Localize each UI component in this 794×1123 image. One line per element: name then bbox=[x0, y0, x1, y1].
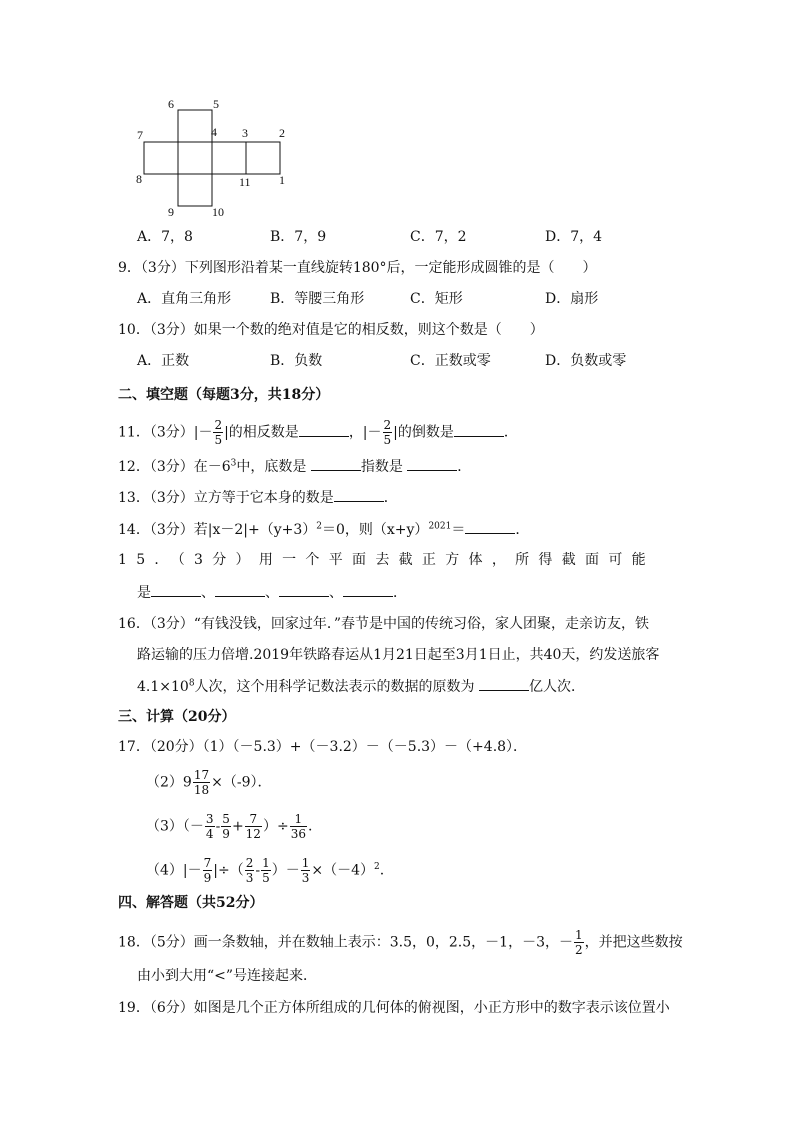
fraction-denominator: 5 bbox=[262, 871, 270, 885]
q17-fraction bbox=[301, 856, 311, 885]
q12-text: 指数是 bbox=[360, 459, 403, 475]
q18-text: 18．（5分）画一条数轴，并在数轴上表示：3.5，0，2.5，－1，－3，－ bbox=[118, 934, 573, 951]
q17-fraction bbox=[221, 812, 231, 841]
q12-text: 中，底数是 bbox=[236, 459, 307, 475]
q13 bbox=[118, 487, 398, 508]
q17-fraction bbox=[261, 856, 271, 885]
fraction-denominator: 12 bbox=[245, 827, 261, 841]
q17-text: . bbox=[307, 818, 313, 835]
q13-text: 13．（3分）立方等于它本身的数是 bbox=[118, 490, 334, 506]
fraction-denominator: 18 bbox=[193, 783, 210, 797]
q17-part1: 17．（20分）（1）（－5.3）+（－3.2）－（－5.3）－（+4.8）． bbox=[118, 739, 528, 755]
fraction-denominator: 3 bbox=[245, 871, 254, 885]
q18-text: ，并把这些数按 bbox=[584, 934, 683, 951]
net-label: 10 bbox=[212, 205, 224, 219]
q12-superscript: 3 bbox=[230, 458, 237, 469]
answer-blank[interactable] bbox=[299, 422, 349, 437]
q16-text: 4.1×10 bbox=[137, 679, 189, 695]
answer-blank[interactable] bbox=[465, 519, 515, 534]
answer-blank[interactable] bbox=[279, 582, 329, 597]
q17-text: ×（－4） bbox=[311, 862, 375, 879]
q15-text: 、 bbox=[329, 585, 343, 601]
fraction-numerator: 1 bbox=[290, 812, 307, 827]
q19-line1: 19．（6分）如图是几个正方体所组成的几何体的俯视图，小正方形中的数字表示该位置小 bbox=[118, 1000, 670, 1016]
q17-fraction bbox=[193, 768, 210, 797]
q9-option-d: D．扇形 bbox=[545, 291, 599, 307]
answer-blank[interactable] bbox=[215, 582, 265, 597]
fraction-numerator: 1 bbox=[574, 928, 583, 942]
section-3-title: 三、计算（20分） bbox=[118, 709, 236, 725]
section-2-title: 二、填空题（每题3分，共18分） bbox=[118, 387, 330, 403]
answer-blank[interactable] bbox=[343, 582, 393, 597]
q17-fraction bbox=[290, 812, 307, 841]
answer-blank[interactable] bbox=[479, 676, 529, 691]
net-label: 3 bbox=[242, 126, 248, 140]
q17-text: . bbox=[379, 862, 385, 879]
q11-fraction bbox=[213, 418, 223, 447]
q12-text: ． bbox=[457, 459, 472, 475]
q14-text: 14．（3分）若|x－2|+（y+3） bbox=[118, 522, 317, 538]
q17-text: ×（-9）． bbox=[211, 774, 272, 791]
q17-operator: + bbox=[231, 818, 244, 835]
answer-blank[interactable] bbox=[407, 456, 457, 471]
fraction-numerator: 17 bbox=[193, 768, 210, 782]
net-label: 9 bbox=[168, 205, 174, 219]
q11-text: 11．（3分）|－ bbox=[118, 424, 213, 441]
fraction-numerator: 1 bbox=[301, 856, 310, 870]
q17-text: （2）9 bbox=[146, 774, 192, 791]
fraction-denominator: 2 bbox=[574, 943, 583, 957]
q10-option-b: B．负数 bbox=[270, 353, 323, 369]
net-label: 11 bbox=[239, 175, 251, 189]
q10-option-d: D．负数或零 bbox=[545, 353, 627, 369]
fraction-denominator: 4 bbox=[205, 827, 214, 841]
q11 bbox=[118, 418, 518, 447]
q10-option-c: C．正数或零 bbox=[410, 353, 491, 369]
fraction-numerator: 5 bbox=[222, 812, 230, 826]
q18-line1 bbox=[118, 928, 683, 957]
q10-stem: 10．（3分）如果一个数的绝对值是它的相反数，则这个数是（ ） bbox=[118, 322, 544, 338]
cube-net-figure bbox=[130, 92, 300, 222]
net-label: 8 bbox=[136, 172, 142, 186]
q18-line2: 由小到大用“<”号连接起来． bbox=[137, 968, 318, 984]
answer-blank[interactable] bbox=[311, 456, 361, 471]
q17-fraction bbox=[245, 812, 262, 841]
section-4-title: 四、解答题（共52分） bbox=[118, 895, 264, 911]
q17-operator: - bbox=[255, 862, 261, 879]
q15-text: ． bbox=[393, 585, 407, 601]
q17-fraction bbox=[203, 856, 213, 885]
q17-superscript: 2 bbox=[374, 861, 380, 872]
fraction-numerator: 1 bbox=[262, 856, 270, 870]
q14-superscript: 2 bbox=[316, 521, 322, 532]
q17-part3 bbox=[146, 812, 312, 841]
q14-text: ＝ bbox=[451, 522, 466, 538]
q10-option-a: A．正数 bbox=[137, 353, 190, 369]
fraction-numerator: 7 bbox=[203, 856, 212, 870]
fraction-denominator: 3 bbox=[301, 871, 310, 885]
answer-blank[interactable] bbox=[334, 487, 384, 502]
q18-fraction bbox=[574, 928, 584, 957]
fraction-denominator: 9 bbox=[203, 871, 212, 885]
q8-option-a: A．7，8 bbox=[137, 229, 193, 245]
fraction-denominator: 5 bbox=[214, 433, 223, 447]
q15-line2 bbox=[137, 582, 407, 603]
answer-blank[interactable] bbox=[454, 422, 504, 437]
fraction-numerator: 3 bbox=[205, 812, 214, 826]
q9-stem: 9．（3分）下列图形沿着某一直线旋转180°后，一定能形成圆锥的是（ ） bbox=[118, 260, 597, 276]
q8-option-d: D．7，4 bbox=[545, 229, 603, 245]
q11-text: |的相反数是 bbox=[224, 424, 299, 441]
q14-text: ＝0，则（x+y） bbox=[321, 522, 429, 538]
q17-text: （3）（－ bbox=[146, 818, 204, 835]
q13-text: ． bbox=[383, 490, 398, 506]
q16-text: 人次，这个用科学记数法表示的数据的原数为 bbox=[194, 679, 475, 695]
net-label: 6 bbox=[168, 97, 174, 111]
fraction-denominator: 9 bbox=[222, 827, 230, 841]
q14-text: ． bbox=[515, 522, 530, 538]
q16-superscript: 8 bbox=[188, 678, 195, 689]
q15-text: 、 bbox=[201, 585, 215, 601]
fraction-numerator: 7 bbox=[245, 812, 262, 827]
q12 bbox=[118, 456, 471, 477]
q11-text: ． bbox=[503, 424, 518, 441]
fraction-numerator: 2 bbox=[214, 418, 223, 432]
fraction-denominator: 36 bbox=[290, 827, 306, 841]
net-label: 1 bbox=[279, 173, 285, 187]
net-label: 2 bbox=[279, 126, 285, 140]
q17-text: （4）|－ bbox=[146, 862, 202, 879]
answer-blank[interactable] bbox=[151, 582, 201, 597]
q17-text: ）÷ bbox=[262, 818, 289, 835]
q11-text: ，|－ bbox=[348, 424, 382, 441]
fraction-numerator: 2 bbox=[245, 856, 254, 870]
q15-text: 、 bbox=[265, 585, 279, 601]
q8-option-c: C．7，2 bbox=[410, 229, 467, 245]
q11-fraction bbox=[383, 418, 393, 447]
q16-line3 bbox=[137, 676, 585, 697]
q9-option-a: A．直角三角形 bbox=[137, 291, 232, 307]
q9-option-b: B．等腰三角形 bbox=[270, 291, 365, 307]
q12-text: 12．（3分）在－6 bbox=[118, 459, 231, 475]
q17-part4 bbox=[146, 856, 384, 885]
q17-fraction bbox=[245, 856, 255, 885]
q17-text: |÷（ bbox=[213, 862, 244, 879]
fraction-numerator: 2 bbox=[383, 418, 392, 432]
q16-line1: 16．（3分）“有钱没钱，回家过年．”春节是中国的传统习俗，家人团聚，走亲访友，铁 bbox=[118, 616, 650, 632]
q17-fraction bbox=[205, 812, 215, 841]
fraction-denominator: 5 bbox=[383, 433, 392, 447]
q15-text: 是 bbox=[137, 585, 151, 601]
q11-text: |的倒数是 bbox=[393, 424, 454, 441]
q17-operator: - bbox=[215, 818, 221, 835]
net-label: 4 bbox=[211, 125, 217, 139]
net-label: 7 bbox=[137, 128, 143, 142]
q9-option-c: C．矩形 bbox=[410, 291, 463, 307]
q14-superscript: 2021 bbox=[428, 521, 452, 532]
q16-text: 亿人次． bbox=[529, 679, 585, 695]
q16-line2: 路运输的压力倍增.2019年铁路春运从1月21日起至3月1日止，共40天，约发送旅客 bbox=[137, 647, 660, 663]
q15-line1: 15．（3分）用一个平面去截正方体，所得截面可能 bbox=[118, 552, 655, 568]
net-label: 5 bbox=[213, 97, 219, 111]
q17-text: ）－ bbox=[271, 862, 300, 879]
q17-part2 bbox=[146, 768, 271, 797]
q14 bbox=[118, 519, 529, 540]
q8-option-b: B．7，9 bbox=[270, 229, 327, 245]
